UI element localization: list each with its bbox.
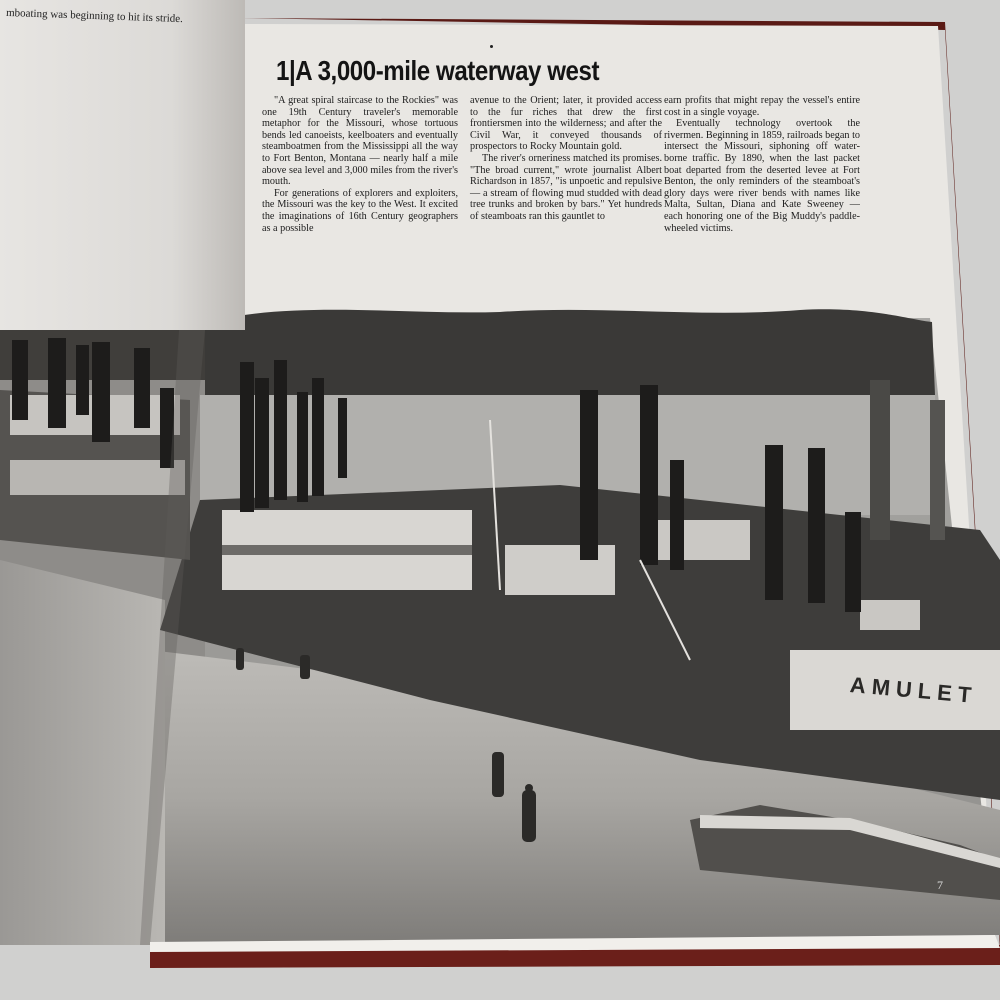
chapter-title: 1|A 3,000-mile waterway west bbox=[276, 55, 600, 86]
text-column-3 bbox=[664, 95, 860, 234]
left-page bbox=[0, 0, 245, 330]
paragraph: For generations of explorers and exploiters, the Missouri was the key to the West. It excited the imaginations of 16th Century geographers as a possible bbox=[262, 187, 458, 234]
left-page-caption: mboating was beginning to hit its stride. bbox=[5, 6, 184, 26]
paragraph: Eventually technology overtook the rivermen. Beginning in 1859, railroads began to intersect the Missouri, siphoning off water-borne traffic. By 1890, when the last packet boat departed from the deserted levee at Fort Benton, the only reminders of the steamboat's glory days were river bends with names like Malta, Sultan, Diana and Kate Sweeney — each honoring one of the Big Muddy's paddle-wheeled victims. bbox=[664, 118, 860, 234]
bullet-dot bbox=[490, 45, 493, 48]
paragraph: earn profits that might repay the vessel's entire cost in a single voyage. bbox=[664, 95, 860, 118]
paragraph: "A great spiral staircase to the Rockies" was one 19th Century traveler's memorable metaphor for the Missouri, whose tortuous bends led canoeists, keelboaters and eventually steamboatmen from the Mississippi all the way to Fort Benton, Montana — nearly half a mile above sea level and 3,000 miles from the river's mouth. bbox=[262, 95, 458, 188]
boat-nameplate: AMULET bbox=[848, 672, 979, 709]
paragraph: The river's orneriness matched its promises. "The broad current," wrote journalist Albert Richardson in 1857, "is unpoetic and repulsive — a stream of flowing mud studded with dead tree trunks and broken by bars." Yet hundreds of steamboats ran this gauntlet to bbox=[470, 152, 662, 222]
paragraph: avenue to the Orient; later, it provided access to the fur riches that drew the first frontiersmen into the wilderness; and after the Civil War, it conveyed thousands of prospectors to Rocky Mountain gold. bbox=[470, 95, 662, 153]
text-column-2 bbox=[470, 95, 662, 223]
text-column-1 bbox=[262, 95, 458, 234]
right-page-text bbox=[232, 25, 912, 325]
page-number: 7 bbox=[937, 878, 943, 892]
